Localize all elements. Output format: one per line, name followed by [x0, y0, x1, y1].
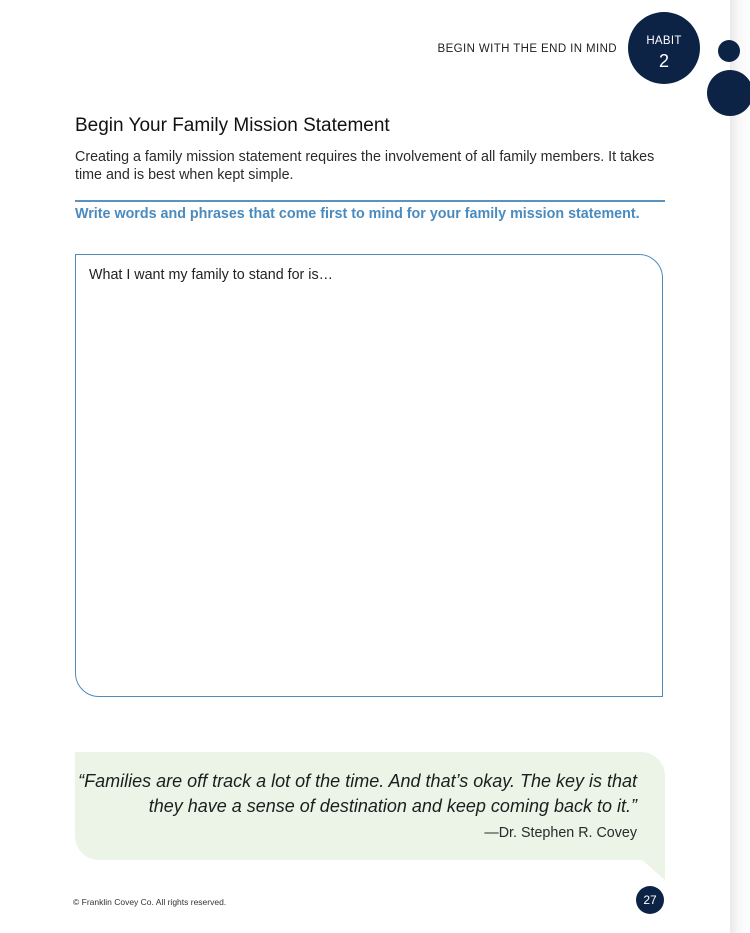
instruction-text: Write words and phrases that come first to mind for your family mission statement.	[75, 206, 640, 222]
decorative-dot-small	[718, 40, 740, 62]
page-number-badge: 27	[636, 886, 664, 914]
section-title: Begin Your Family Mission Statement	[75, 115, 390, 136]
write-prompt: What I want my family to stand for is…	[89, 267, 333, 283]
copyright-notice: © Franklin Covey Co. All rights reserved.	[73, 897, 227, 907]
habit-badge	[628, 12, 700, 84]
quote-callout-tail	[640, 858, 665, 880]
quote-callout	[75, 752, 665, 860]
intro-paragraph: Creating a family mission statement requires the involvement of all family members. It takes time and is best when kept simple.	[75, 149, 655, 183]
quote-text: “Families are off track a lot of the time. And that’s okay. The key is that they have a sense of destination and keep coming back to it.”	[78, 771, 637, 816]
mission-statement-write-area[interactable]	[75, 254, 663, 697]
habit-number: 2	[658, 51, 669, 71]
divider-rule	[75, 200, 665, 202]
page-edge-shadow	[730, 0, 750, 933]
running-head: BEGIN WITH THE END IN MIND	[437, 43, 617, 55]
habit-label: HABIT	[646, 35, 682, 47]
decorative-dot-large	[707, 70, 750, 116]
quote-author: —Dr. Stephen R. Covey	[484, 825, 637, 841]
